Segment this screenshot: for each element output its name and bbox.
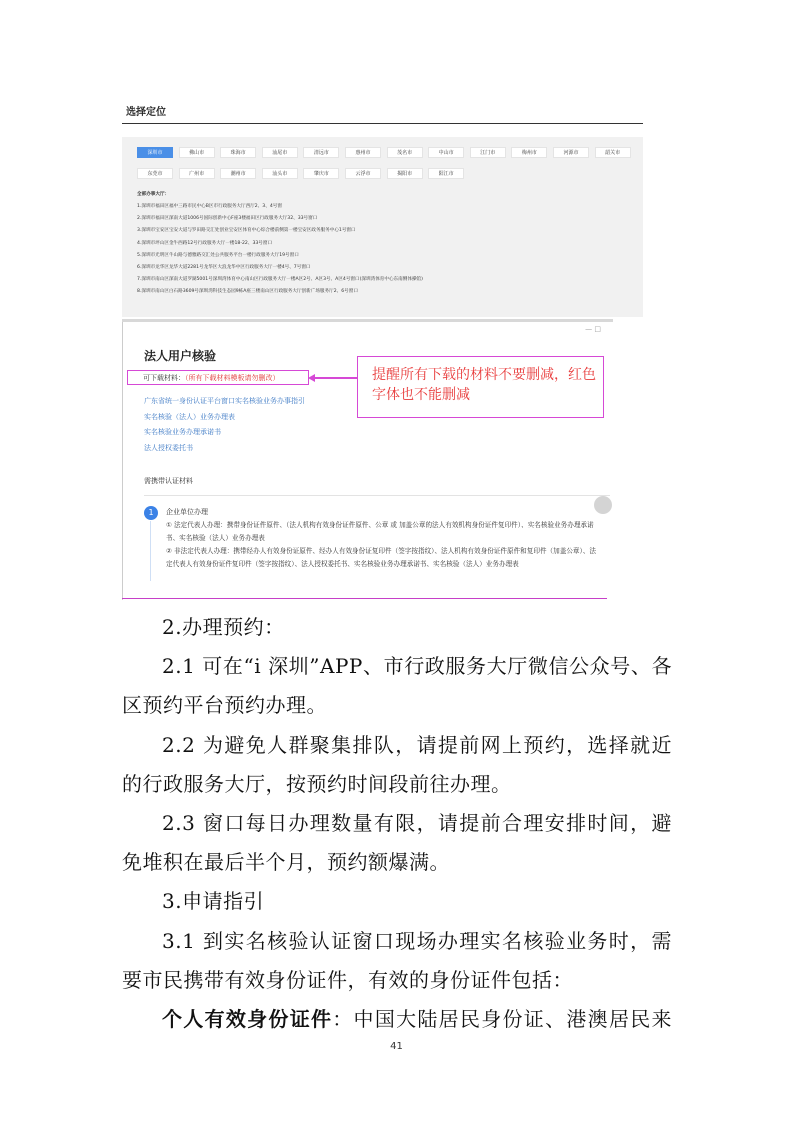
download-label-text: 可下载材料： [143, 374, 185, 382]
service-hall-list [137, 191, 632, 301]
city-button[interactable]: 东莞市 [137, 168, 173, 179]
window-topbar [122, 319, 613, 322]
city-button[interactable]: 云浮市 [345, 168, 381, 179]
paragraph-2-3: 2.3 窗口每日办理数量有限，请提前合理安排时间，避免堆积在最后半个月，预约额爆满。 [122, 811, 672, 875]
id-documents-text: ：中国大陆居民身份证、港澳居民来 [332, 1007, 673, 1032]
required-materials-label: 需携带认证材料 [144, 477, 193, 485]
download-link[interactable]: 法人授权委托书 [144, 443, 193, 452]
callout-arrow-line [310, 377, 357, 379]
reminder-callout: 提醒所有下载的材料不要删减，红色字体也不能删减 [357, 356, 604, 418]
city-button[interactable]: 汕尾市 [262, 147, 298, 158]
paragraph-3-1: 3.1 到实名核验认证窗口现场办理实名核验业务时，需要市民携带有效身份证件，有效的身份证件包括： [122, 928, 672, 992]
page-number: 41 [390, 1041, 403, 1052]
download-link[interactable]: 实名核验（法人）业务办理表 [144, 412, 235, 421]
service-hall-item[interactable]: 6.深圳市龙华区龙华大道2281号龙华区大浪龙华中区行政服务大厅一楼4号、7号窗口 [137, 264, 311, 270]
panel-title: 法人用户核验 [144, 349, 217, 363]
paragraph-2-1: 2.1 可在“i 深圳”APP、市行政服务大厅微信公众号、各区预约平台预约办理。 [122, 654, 672, 718]
service-hall-item[interactable]: 3.深圳市宝安区宝安大道与罗田路交汇处创业宝安区体育中心综合楼前侧第一楼宝安区政务服务中心1号窗口 [137, 228, 356, 234]
download-link[interactable]: 实名核验业务办理承诺书 [144, 428, 221, 436]
window-left-edge [122, 322, 123, 600]
scroll-top-icon[interactable] [594, 496, 612, 514]
download-link[interactable]: 广东省统一身份认证平台窗口实名核验业务办事指引 [144, 397, 305, 405]
callout-arrow-icon [308, 374, 315, 382]
paragraph-appointment-heading: 2.办理预约： [162, 615, 285, 639]
city-button[interactable]: 潮州市 [220, 168, 256, 179]
city-button[interactable]: 惠州市 [345, 147, 381, 158]
service-hall-item[interactable]: 4.深圳市坪山区金牛西路12号行政服务大厅一楼18-22、33号窗口 [137, 240, 273, 246]
download-links [144, 396, 305, 458]
service-hall-item[interactable]: 8.深圳市南山区白石路3609号深圳湾科技生态园9栋A座三楼南山区行政服务大厅创新广场服务厅2、6号窗口 [137, 289, 358, 295]
city-button[interactable]: 汕头市 [262, 168, 298, 179]
city-button[interactable]: 深圳市 [137, 147, 173, 158]
city-button[interactable]: 中山市 [428, 147, 464, 158]
city-button[interactable]: 韶关市 [595, 147, 631, 158]
id-documents-bold: 个人有效身份证件 [162, 1007, 333, 1032]
step-title: 企业单位办理 [166, 508, 208, 516]
download-materials-label [143, 373, 280, 383]
city-button[interactable]: 阳江市 [428, 168, 464, 179]
city-button[interactable]: 梅州市 [511, 147, 547, 158]
city-button[interactable]: 河源市 [553, 147, 589, 158]
city-button[interactable]: 广州市 [179, 168, 215, 179]
city-button[interactable]: 肇庆市 [303, 168, 339, 179]
city-button[interactable]: 茂名市 [387, 147, 423, 158]
corporate-verification-screenshot [122, 319, 613, 600]
paragraph-guide-heading: 3.申请指引 [162, 889, 265, 914]
city-button[interactable]: 珠海市 [220, 147, 256, 158]
section-title: 选择定位 [126, 107, 166, 118]
window-controls[interactable]: — □ [585, 325, 601, 333]
section-divider [122, 123, 643, 124]
step-item-non-legal-rep: ② 非法定代表人办理：携带经办人有效身份证原件、经办人有效身份证复印件（签字按指纹）、法人机构有效身份证件原件和复印件（加盖公章）、法定代表人有效身份证件复印件（签字按指纹）、法人授权委托书、实名核验业务办理承诺书、实名核验（法人）业务办理表 [166, 547, 596, 568]
city-button[interactable]: 江门市 [470, 147, 506, 158]
body-text [122, 608, 672, 1039]
step-number-badge: 1 [144, 506, 158, 520]
service-hall-item[interactable]: 1.深圳市福田区福中三路市民中心B区市行政服务大厅西厅2、3、4号窗 [137, 204, 282, 209]
step-content [166, 506, 596, 571]
service-hall-item[interactable]: 7.深圳市南山区深南大道罗湖5001号深圳湾体育中心南山区行政服务大厅一楼A区2号、A区3号、A区4号窗口(深圳湾体育中心东南侧体操馆) [137, 277, 423, 283]
service-hall-item[interactable]: 5.深圳市光明区牛山路与德雅路交汇处公共服务平台一楼行政服务大厅19号窗口 [137, 252, 299, 258]
step-timeline-line [150, 521, 151, 581]
city-selector-screenshot [122, 137, 643, 317]
city-button[interactable]: 佛山市 [179, 147, 215, 158]
service-hall-title: 全部办事大厅： [137, 192, 170, 197]
city-button[interactable]: 清远市 [303, 147, 339, 158]
paragraph-2-2: 2.2 为避免人群聚集排队，请提前网上预约，选择就近的行政服务大厅，按预约时间段前往办理。 [122, 732, 672, 796]
step-item-legal-rep: ① 法定代表人办理：携带身份证件原件、（法人机构有效身份证件原件、公章 或 加盖公章的法人有效机构身份证件复印件）、实名核验业务办理承诺书、实名核验（法人）业务办理表 [166, 521, 594, 542]
service-hall-item[interactable]: 2.深圳市福田区深南大道1006号国际创新中心F座3楼福田区行政服务大厅32、33号窗口 [137, 216, 318, 222]
required-materials-divider [144, 495, 610, 496]
download-warning: （所有下载材料模板请勿删改） [185, 374, 280, 382]
screenshot-bottom-border [122, 598, 607, 599]
city-button[interactable]: 揭阳市 [387, 168, 423, 179]
paragraph-id-documents [122, 1000, 672, 1039]
